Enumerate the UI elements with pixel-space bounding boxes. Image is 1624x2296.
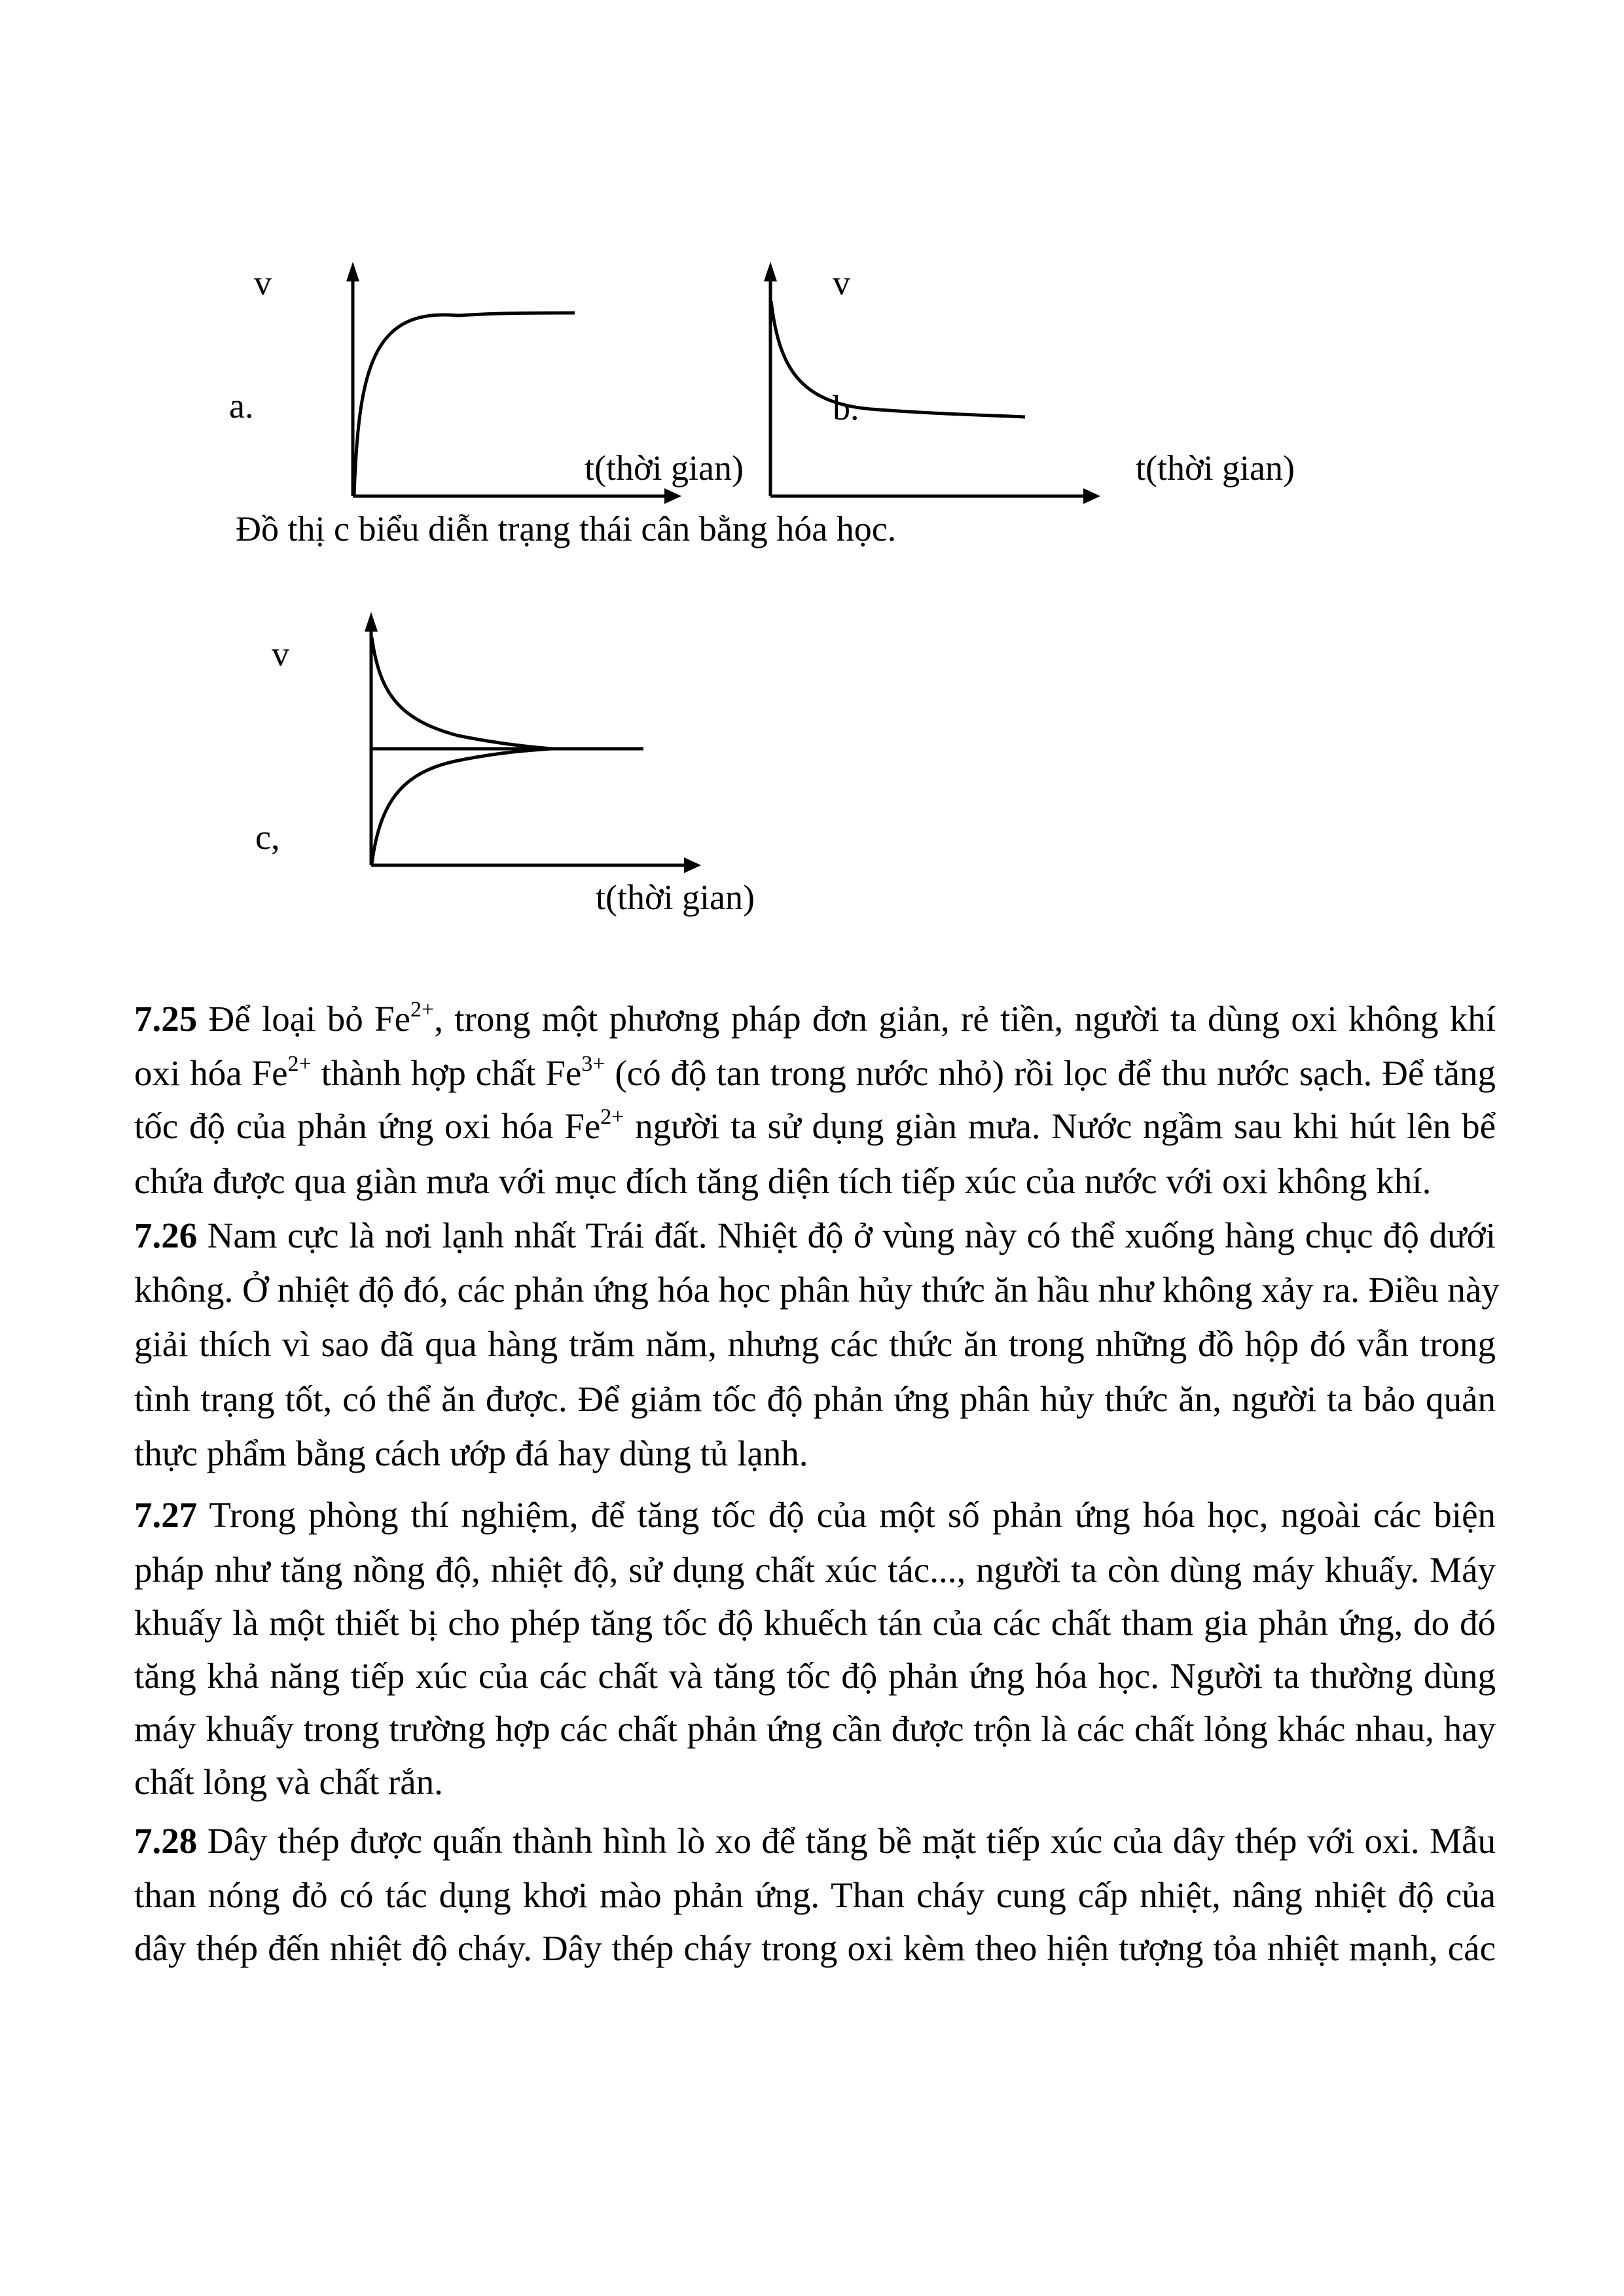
- text-run: chất lỏng và chất rắn.: [134, 1762, 443, 1802]
- rate-graphs: [0, 0, 1624, 949]
- graph-c-y-arrow: [365, 612, 378, 632]
- graph-a-x-arrow: [664, 488, 681, 504]
- figure-caption: Đồ thị c biểu diễn trạng thái cân bằng hóa học.: [236, 509, 897, 548]
- exercise-number: 7.25: [134, 999, 198, 1039]
- paragraph-line: [134, 1263, 1500, 1317]
- graph-b-y-label: v: [833, 263, 850, 302]
- paragraph-line: [134, 1372, 1496, 1426]
- paragraph-line: [134, 1100, 1496, 1153]
- text-run: pháp như tăng nồng độ, nhiệt độ, sử dụng chất xúc tác..., người ta còn dùng máy khuấy. Máy: [134, 1550, 1496, 1590]
- superscript-charge: 2+: [287, 1052, 312, 1076]
- graph-c-y-label: v: [272, 634, 289, 673]
- superscript-charge: 3+: [581, 1052, 605, 1076]
- text-run: tăng khả năng tiếp xúc của các chất và tăng tốc độ phản ứng hóa học. Người ta thường dùng: [134, 1656, 1496, 1696]
- paragraph-line: [134, 992, 1496, 1046]
- graph-c-reverse-curve: [372, 749, 551, 864]
- graph-a-marker: a.: [229, 386, 254, 425]
- text-run: , trong một phương pháp đơn giản, rẻ tiền, người ta dùng oxi không khí: [434, 999, 1496, 1039]
- graph-b-marker: b.: [833, 388, 859, 427]
- paragraph-line: [134, 1869, 1496, 1922]
- paragraph-line: [134, 1649, 1496, 1703]
- text-run: không. Ở nhiệt độ đó, các phản ứng hóa học phân hủy thức ăn hầu như không xảy ra. Điều này: [134, 1270, 1500, 1310]
- superscript-charge: 2+: [410, 997, 435, 1022]
- text-run: (có độ tan trong nước nhỏ) rồi lọc để thu nước sạch. Để tăng: [605, 1053, 1496, 1093]
- paragraph-line: [134, 1047, 1496, 1100]
- text-run: khuấy là một thiết bị cho phép tăng tốc độ khuếch tán của các chất tham gia phản ứng, do đó: [134, 1603, 1496, 1643]
- exercise-number: 7.28: [134, 1821, 198, 1861]
- text-run: máy khuấy trong trường hợp các chất phản ứng cần được trộn là các chất lỏng khác nhau, hay: [134, 1709, 1496, 1749]
- text-run: Trong phòng thí nghiệm, để tăng tốc độ của một số phản ứng hóa học, ngoài các biện: [197, 1495, 1496, 1535]
- graph-b-x-arrow: [1083, 488, 1100, 504]
- graph-a-y-label: v: [254, 263, 272, 302]
- text-run: thành hợp chất Fe: [311, 1053, 582, 1093]
- graph-b-y-arrow: [764, 262, 777, 281]
- paragraph-line: [134, 1488, 1496, 1542]
- paragraph-line: [134, 1596, 1496, 1650]
- text-run: dây thép đến nhiệt độ cháy. Dây thép cháy trong oxi kèm theo hiện tượng tỏa nhiệt mạnh, các: [134, 1928, 1496, 1968]
- superscript-charge: 2+: [600, 1105, 624, 1129]
- text-run: tình trạng tốt, có thể ăn được. Để giảm tốc độ phản ứng phân hủy thức ăn, người ta bảo quản: [134, 1379, 1496, 1419]
- text-run: chứa được qua giàn mưa với mục đích tăng diện tích tiếp xúc của nước với oxi không khí.: [134, 1161, 1432, 1201]
- paragraph-line: [134, 1702, 1496, 1756]
- graph-a-curve: [354, 313, 575, 495]
- paragraph-line: [134, 1755, 1496, 1809]
- graph-b-x-label: t(thời gian): [1136, 448, 1295, 488]
- text-run: than nóng đỏ có tác dụng khơi mào phản ứng. Than cháy cung cấp nhiệt, nâng nhiệt độ của: [134, 1875, 1496, 1915]
- text-run: tốc độ của phản ứng oxi hóa Fe: [134, 1106, 601, 1146]
- paragraph-line: [134, 1427, 1496, 1480]
- graph-a-x-label: t(thời gian): [585, 448, 744, 488]
- paragraph-line: [134, 1318, 1496, 1371]
- exercise-number: 7.26: [134, 1215, 198, 1255]
- text-run: giải thích vì sao đã qua hàng trăm năm, nhưng các thức ăn trong những đồ hộp đó vẫn trong: [134, 1324, 1496, 1364]
- graph-c-x-label: t(thời gian): [596, 878, 755, 917]
- text-run: thực phẩm bằng cách ướp đá hay dùng tủ lạnh.: [134, 1433, 808, 1473]
- exercise-number: 7.27: [134, 1495, 198, 1535]
- graph-c-marker: c,: [255, 817, 280, 857]
- text-run: Nam cực là nơi lạnh nhất Trái đất. Nhiệt độ ở vùng này có thể xuống hàng chục độ dưới: [197, 1215, 1496, 1255]
- text-run: oxi hóa Fe: [134, 1053, 288, 1093]
- paragraph-line: [134, 1209, 1496, 1263]
- text-run: người ta sử dụng giàn mưa. Nước ngầm sau khi hút lên bể: [624, 1106, 1496, 1146]
- paragraph-line: [134, 1155, 1496, 1208]
- text-run: Dây thép được quấn thành hình lò xo để tăng bề mặt tiếp xúc của dây thép với oxi. Mẫu: [197, 1821, 1496, 1861]
- graph-b: [764, 262, 1100, 504]
- paragraph-line: [134, 1814, 1496, 1868]
- text-run: Để loại bỏ Fe: [197, 999, 411, 1039]
- graph-c-x-arrow: [684, 857, 701, 873]
- graph-a-y-arrow: [346, 262, 359, 281]
- paragraph-line: [134, 1543, 1496, 1597]
- graph-c-forward-curve: [372, 637, 551, 749]
- graph-b-curve: [771, 301, 1025, 417]
- paragraph-line: [134, 1922, 1496, 1975]
- graph-c: [365, 612, 701, 873]
